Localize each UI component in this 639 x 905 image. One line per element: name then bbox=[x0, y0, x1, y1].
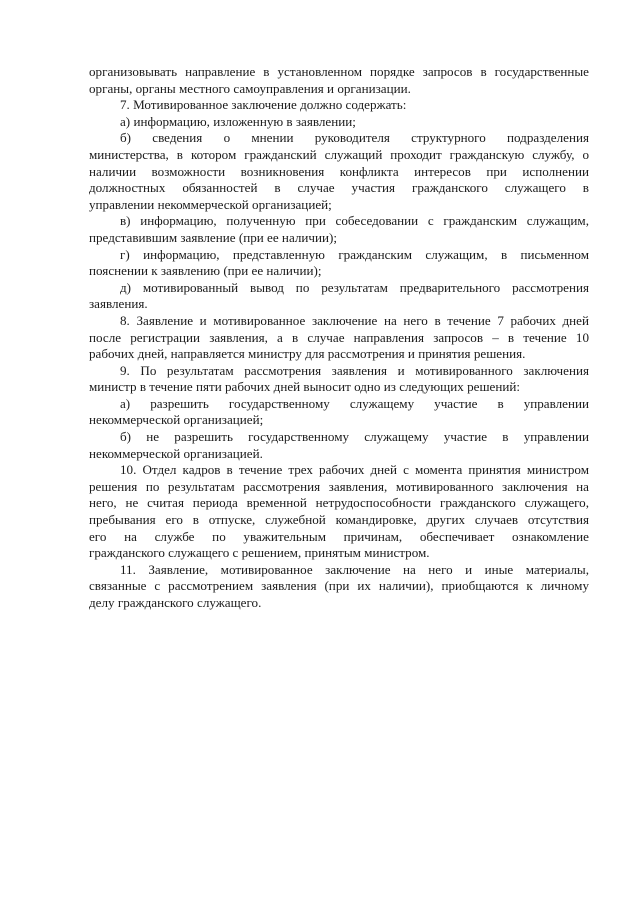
text-line: министерства, в котором гражданский служащий проходит гражданскую службу, о bbox=[89, 146, 589, 162]
text-line: управлении некоммерческой организацией; bbox=[89, 196, 332, 212]
text-line: него, не считая периода временной нетрудоспособности гражданского служащего, bbox=[89, 495, 589, 511]
text-line: а) разрешить государственному служащему участие в управлении bbox=[120, 395, 589, 411]
text-line: некоммерческой организацией; bbox=[89, 412, 264, 428]
text-line: а) информацию, изложенную в заявлении; bbox=[120, 113, 356, 129]
text-line: организовывать направление в установленном порядке запросов в государственные bbox=[89, 64, 589, 79]
text-line: в) информацию, полученную при собеседовании с гражданским служащим, bbox=[120, 213, 589, 229]
text-line: 10. Отдел кадров в течение трех рабочих дней с момента принятия министром bbox=[120, 462, 589, 478]
text-line: связанные с рассмотрением заявления (при их наличии), приобщаются к личному bbox=[89, 578, 589, 594]
text-line: наличии возможности возникновения конфликта интересов при исполнении bbox=[89, 163, 589, 179]
text-line: заявления. bbox=[89, 296, 148, 312]
text-line: 7. Мотивированное заключение должно содержать: bbox=[120, 97, 407, 113]
text-line: министр в течение пяти рабочих дней выносит одно из следующих решений: bbox=[89, 379, 521, 395]
text-line: некоммерческой организацией. bbox=[89, 445, 263, 461]
text-line: пояснении к заявлению (при ее наличии); bbox=[89, 263, 322, 279]
text-line: б) не разрешить государственному служащему участие в управлении bbox=[120, 429, 589, 445]
text-line: представившим заявление (при ее наличии); bbox=[89, 229, 338, 245]
text-line: после регистрации заявления, а в случае направления запросов – в течение 10 bbox=[89, 329, 589, 345]
text-line: его на службе по уважительным причинам, обеспечивает ознакомление bbox=[89, 528, 589, 544]
text-line: делу гражданского служащего. bbox=[89, 595, 262, 610]
text-line: б) сведения о мнении руководителя структурного подразделения bbox=[120, 130, 589, 146]
text-line: рабочих дней, направляется министру для рассмотрения и принятия решения. bbox=[89, 346, 526, 362]
text-line: должностных обязанностей в случае участия гражданского служащего в bbox=[89, 180, 589, 196]
text-line: решения по результатам рассмотрения заявления, мотивированного заключения на bbox=[89, 478, 589, 494]
text-line: 8. Заявление и мотивированное заключение на него в течение 7 рабочих дней bbox=[120, 312, 589, 328]
text-line: 9. По результатам рассмотрения заявления и мотивированного заключения bbox=[120, 362, 589, 378]
text-line: гражданского служащего с решением, принятым министром. bbox=[89, 545, 430, 561]
text-line: г) информацию, представленную гражданским служащим, в письменном bbox=[120, 246, 589, 262]
text-line: органы, органы местного самоуправления и организации. bbox=[89, 80, 411, 96]
text-line: пребывания его в отпуске, служебной командировке, других случаев отсутствия bbox=[89, 512, 589, 528]
document-body bbox=[89, 64, 589, 612]
text-line: д) мотивированный вывод по результатам предварительного рассмотрения bbox=[120, 279, 589, 295]
text-line: 11. Заявление, мотивированное заключение на него и иные материалы, bbox=[120, 561, 589, 577]
